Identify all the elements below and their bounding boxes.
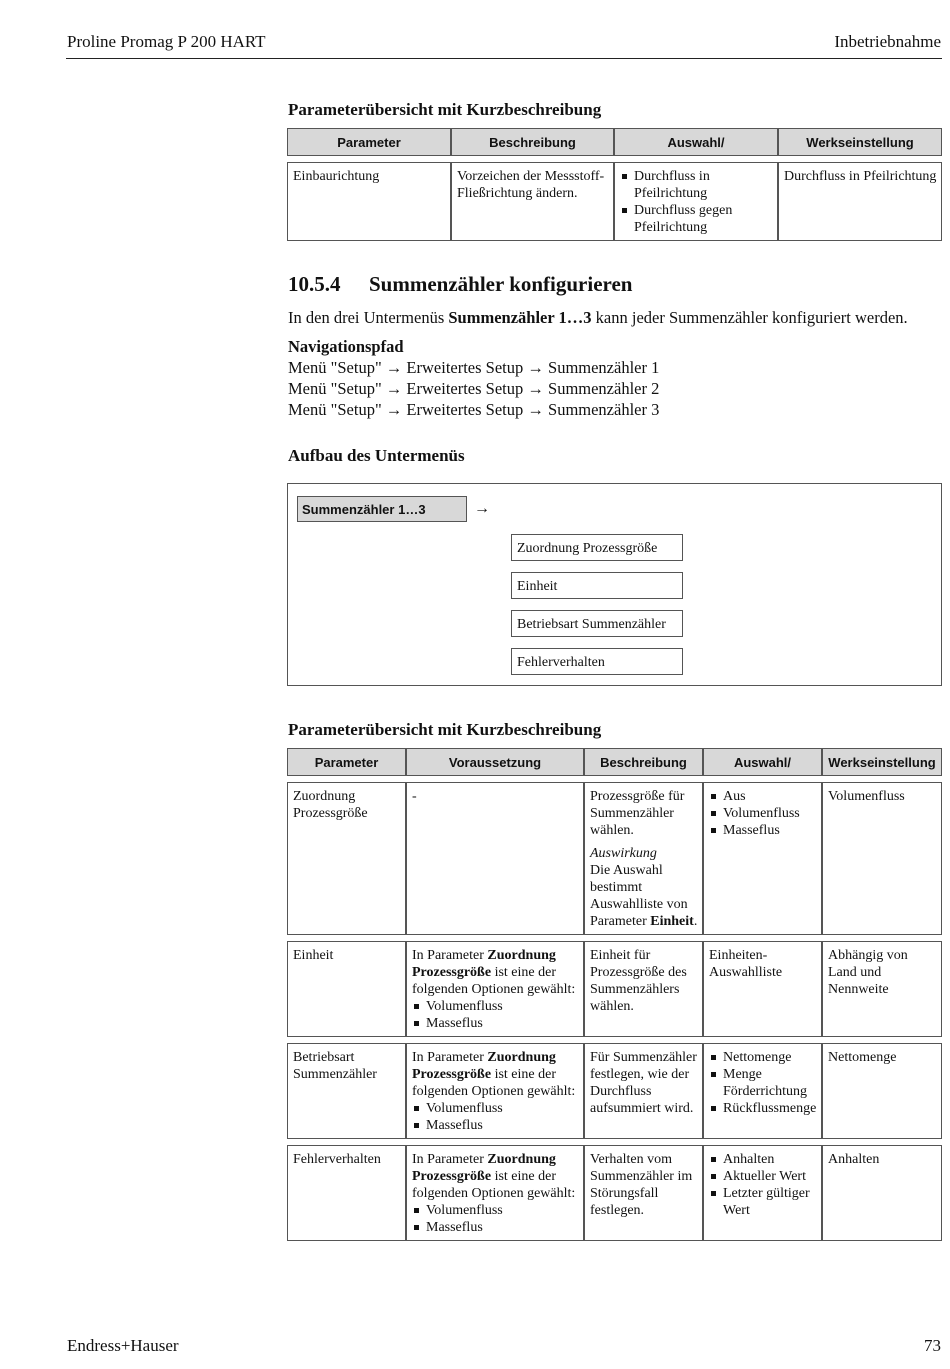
- submenu-item: Einheit: [511, 572, 683, 599]
- column-header: Auswahl/: [703, 748, 822, 776]
- cell-voraussetzung: [406, 941, 584, 1037]
- list-item: Durchfluss gegen Pfeilrichtung: [620, 202, 773, 236]
- list-item: Masseflus: [709, 822, 817, 839]
- column-header: Werkseinstellung: [778, 128, 942, 156]
- list-item: Aus: [709, 788, 817, 805]
- table-header-row: [287, 128, 942, 156]
- list-item: Durchfluss in Pfeilrichtung: [620, 168, 773, 202]
- effect-text: Die Auswahl bestimmt Auswahlliste von Parameter Einheit.: [590, 863, 698, 929]
- section-title: Summenzähler konfigurieren: [369, 272, 633, 296]
- column-header: Parameter: [287, 128, 451, 156]
- cell-beschreibung: Einheit für Prozessgröße des Summenzählers wählen.: [584, 941, 703, 1037]
- list-item: Masseflus: [412, 1117, 579, 1134]
- table-row: [287, 1043, 942, 1139]
- submenu-head: Summenzähler 1…3: [297, 496, 467, 522]
- cell-beschreibung: Für Summenzähler festlegen, wie der Durchfluss aufsummiert wird.: [584, 1043, 703, 1139]
- header-chapter: Inbetriebnahme: [834, 32, 941, 51]
- section-heading: [288, 272, 632, 297]
- cell-beschreibung: Vorzeichen der Messstoff-Fließrichtung ändern.: [451, 162, 614, 241]
- arrow-icon: →: [474, 500, 490, 517]
- list-item: Letzter gültiger Wert: [709, 1185, 817, 1219]
- cell-beschreibung: Verhalten vom Summenzähler im Störungsfall festlegen.: [584, 1145, 703, 1241]
- effect-label: Auswirkung: [590, 846, 657, 861]
- intro-bold: Summenzähler 1…3: [448, 308, 592, 327]
- nav-path-1: Menü "Setup" → Erweitertes Setup → Summenzähler 1: [288, 358, 660, 377]
- submenu-item: Betriebsart Summenzähler: [511, 610, 683, 637]
- list-item: Volumenfluss: [412, 1100, 579, 1117]
- cell-voraussetzung: [406, 1043, 584, 1139]
- column-header: Auswahl/: [614, 128, 778, 156]
- cell-werkseinstellung: Volumenfluss: [822, 782, 942, 935]
- cell-auswahl: [614, 162, 778, 241]
- condition-text: In Parameter Zuordnung Prozessgröße ist eine der folgenden Optionen gewählt:: [412, 1152, 576, 1201]
- cell-auswahl: [703, 1043, 822, 1139]
- cell-voraussetzung: -: [406, 782, 584, 935]
- cell-parameter: Betriebsart Summenzähler: [287, 1043, 406, 1139]
- list-item: Volumenfluss: [412, 998, 579, 1015]
- column-header: Beschreibung: [584, 748, 703, 776]
- section-intro: In den drei Untermenüs Summenzähler 1…3 kann jeder Summenzähler konfiguriert werden.: [288, 308, 908, 327]
- cell-werkseinstellung: Abhängig von Land und Nennweite: [822, 941, 942, 1037]
- nav-path-3: Menü "Setup" → Erweitertes Setup → Summenzähler 3: [288, 400, 660, 419]
- table-header-row: [287, 748, 942, 776]
- table2-heading: Parameterübersicht mit Kurzbeschreibung: [288, 720, 602, 739]
- nav-heading: Navigationspfad: [288, 337, 404, 356]
- table-row: [287, 782, 942, 935]
- table1-heading: Parameterübersicht mit Kurzbeschreibung: [288, 100, 602, 119]
- description-text: Prozessgröße für Summenzähler wählen.: [590, 789, 685, 838]
- submenu-item: Fehlerverhalten: [511, 648, 683, 675]
- column-header: Beschreibung: [451, 128, 614, 156]
- cell-beschreibung: [584, 782, 703, 935]
- submenu-diagram: [287, 483, 942, 686]
- submenu-heading: Aufbau des Untermenüs: [288, 446, 465, 465]
- list-item: Menge Förderrichtung: [709, 1066, 817, 1100]
- list-item: Aktueller Wert: [709, 1168, 817, 1185]
- condition-text: In Parameter Zuordnung Prozessgröße ist eine der folgenden Optionen gewählt:: [412, 948, 576, 997]
- list-item: Nettomenge: [709, 1049, 817, 1066]
- nav-path-2: Menü "Setup" → Erweitertes Setup → Summenzähler 2: [288, 379, 660, 398]
- header-product: Proline Promag P 200 HART: [67, 32, 266, 51]
- table-row: [287, 162, 942, 241]
- section-number: 10.5.4: [288, 272, 341, 296]
- table-row: [287, 941, 942, 1037]
- list-item: Rückflussmenge: [709, 1100, 817, 1117]
- cell-parameter: Zuordnung Prozessgröße: [287, 782, 406, 935]
- list-item: Masseflus: [412, 1219, 579, 1236]
- list-item: Anhalten: [709, 1151, 817, 1168]
- column-header: Werkseinstellung: [822, 748, 942, 776]
- parameter-table-1: [287, 128, 942, 241]
- cell-voraussetzung: [406, 1145, 584, 1241]
- cell-parameter: Einbaurichtung: [287, 162, 451, 241]
- table-row: [287, 1145, 942, 1241]
- column-header: Parameter: [287, 748, 406, 776]
- list-item: Volumenfluss: [412, 1202, 579, 1219]
- cell-parameter: Einheit: [287, 941, 406, 1037]
- cell-werkseinstellung: Anhalten: [822, 1145, 942, 1241]
- cell-werkseinstellung: Durchfluss in Pfeilrichtung: [778, 162, 942, 241]
- cell-auswahl: [703, 782, 822, 935]
- list-item: Volumenfluss: [709, 805, 817, 822]
- parameter-table-2: [287, 748, 942, 1241]
- cell-werkseinstellung: Nettomenge: [822, 1043, 942, 1139]
- column-header: Voraussetzung: [406, 748, 584, 776]
- cell-parameter: Fehlerverhalten: [287, 1145, 406, 1241]
- footer-brand: Endress+Hauser: [67, 1336, 179, 1355]
- list-item: Masseflus: [412, 1015, 579, 1032]
- cell-auswahl: [703, 1145, 822, 1241]
- submenu-item: Zuordnung Prozessgröße: [511, 534, 683, 561]
- cell-auswahl: Einheiten-Auswahlliste: [703, 941, 822, 1037]
- page-number: 73: [924, 1336, 941, 1355]
- condition-text: In Parameter Zuordnung Prozessgröße ist eine der folgenden Optionen gewählt:: [412, 1050, 576, 1099]
- header-rule: [66, 58, 942, 59]
